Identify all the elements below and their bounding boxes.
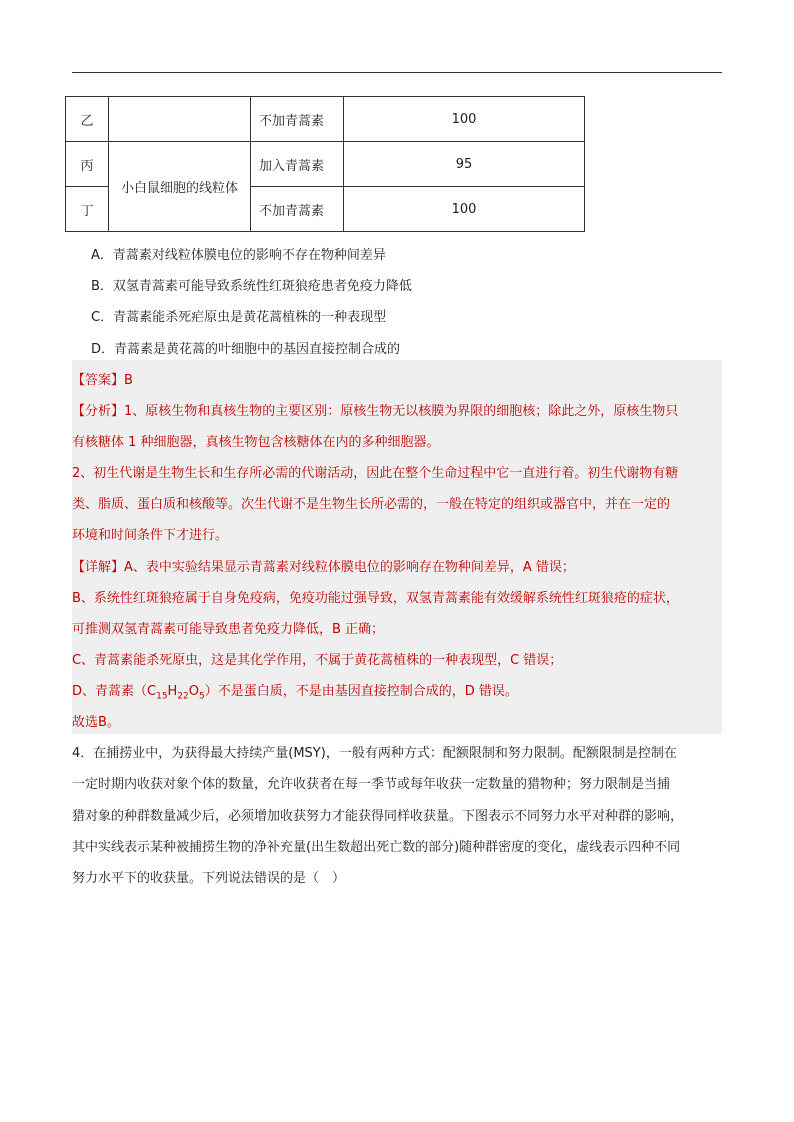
analysis-text: 环境和时间条件下才进行。 bbox=[72, 528, 229, 543]
treatment-cell: 不加青蒿素 bbox=[251, 97, 344, 142]
detail-text bbox=[72, 680, 518, 702]
analysis-text: 【分析】1、原核生物和真核生物的主要区别：原核生物无以核膜为界限的细胞核；除此之外，原核生物只 bbox=[72, 404, 679, 419]
detail-text: C、青蒿素能杀死原虫，这是其化学作用，不属于黄花蒿植株的一种表现型，C 错误； bbox=[72, 653, 563, 668]
formula-sub: 5 bbox=[199, 691, 205, 702]
formula-post: ）不是蛋白质，不是由基因直接控制合成的，D 错误。 bbox=[204, 684, 518, 699]
question-text: 一定时期内收获对象个体的数量，允许收获者在每一季节或每年收获一定数量的猎物种；努力限制是当捕 bbox=[72, 777, 671, 792]
table-row bbox=[66, 142, 585, 187]
final-answer: 故选B。 bbox=[72, 715, 120, 730]
question-text: 努力水平下的收获量。下列说法错误的是（ ） bbox=[72, 871, 346, 886]
formula-sub: 15 bbox=[156, 691, 168, 702]
group-cell: 乙 bbox=[66, 97, 109, 142]
option-b: B．双氢青蒿素可能导致系统性红斑狼疮患者免疫力降低 bbox=[91, 279, 412, 294]
formula-pre: D、青蒿素（C bbox=[72, 684, 157, 699]
header-rule bbox=[72, 72, 722, 73]
analysis-text: 类、脂质、蛋白质和核酸等。次生代谢不是生物生长所必需的，一般在特定的组织或器官中，并在一定的 bbox=[72, 497, 671, 512]
formula-sub: 22 bbox=[177, 691, 189, 702]
option-a: A．青蒿素对线粒体膜电位的影响不存在物种间差异 bbox=[91, 248, 386, 263]
group-cell: 丁 bbox=[66, 187, 109, 232]
treatment-cell: 不加青蒿素 bbox=[251, 187, 344, 232]
question-text: 其中实线表示某种被捕捞生物的净补充量(出生数超出死亡数的部分)随种群密度的变化，虚线表示四种不同 bbox=[72, 840, 681, 855]
value-cell: 95 bbox=[344, 142, 585, 187]
analysis-text: 有核糖体 1 种细胞器，真核生物包含核糖体在内的多种细胞器。 bbox=[72, 435, 440, 450]
answer-line: 【答案】B bbox=[72, 373, 133, 388]
detail-text: B、系统性红斑狼疮属于自身免疫病，免疫功能过强导致，双氢青蒿素能有效缓解系统性红斑狼疮的症状， bbox=[72, 591, 679, 606]
treatment-cell: 加入青蒿素 bbox=[251, 142, 344, 187]
value-cell: 100 bbox=[344, 187, 585, 232]
value-cell: 100 bbox=[344, 97, 585, 142]
material-cell bbox=[109, 97, 251, 142]
formula-h: H bbox=[167, 684, 178, 699]
option-c: C．青蒿素能杀死疟原虫是黄花蒿植株的一种表现型 bbox=[91, 310, 387, 325]
detail-text: 可推测双氢青蒿素可能导致患者免疫力降低，B 正确； bbox=[72, 622, 385, 637]
formula-o: O bbox=[188, 684, 200, 699]
question-text: 猎对象的种群数量减少后，必须增加收获努力才能获得同样收获量。下图表示不同努力水平对种群的影响， bbox=[72, 809, 684, 824]
option-d: D．青蒿素是黄花蒿的叶细胞中的基因直接控制合成的 bbox=[91, 342, 401, 357]
question-text: 4．在捕捞业中，为获得最大持续产量(MSY)，一般有两种方式：配额限制和努力限制。配额限制是控制在 bbox=[72, 746, 677, 761]
detail-text: 【详解】A、表中实验结果显示青蒿素对线粒体膜电位的影响存在物种间差异，A 错误； bbox=[72, 560, 575, 575]
table-row bbox=[66, 97, 585, 142]
material-cell-merged: 小白鼠细胞的线粒体 bbox=[109, 142, 251, 232]
experiment-table bbox=[65, 96, 585, 232]
group-cell: 丙 bbox=[66, 142, 109, 187]
analysis-text: 2、初生代谢是生物生长和生存所必需的代谢活动，因此在整个生命过程中它一直进行着。初生代谢物有糖 bbox=[72, 466, 679, 481]
